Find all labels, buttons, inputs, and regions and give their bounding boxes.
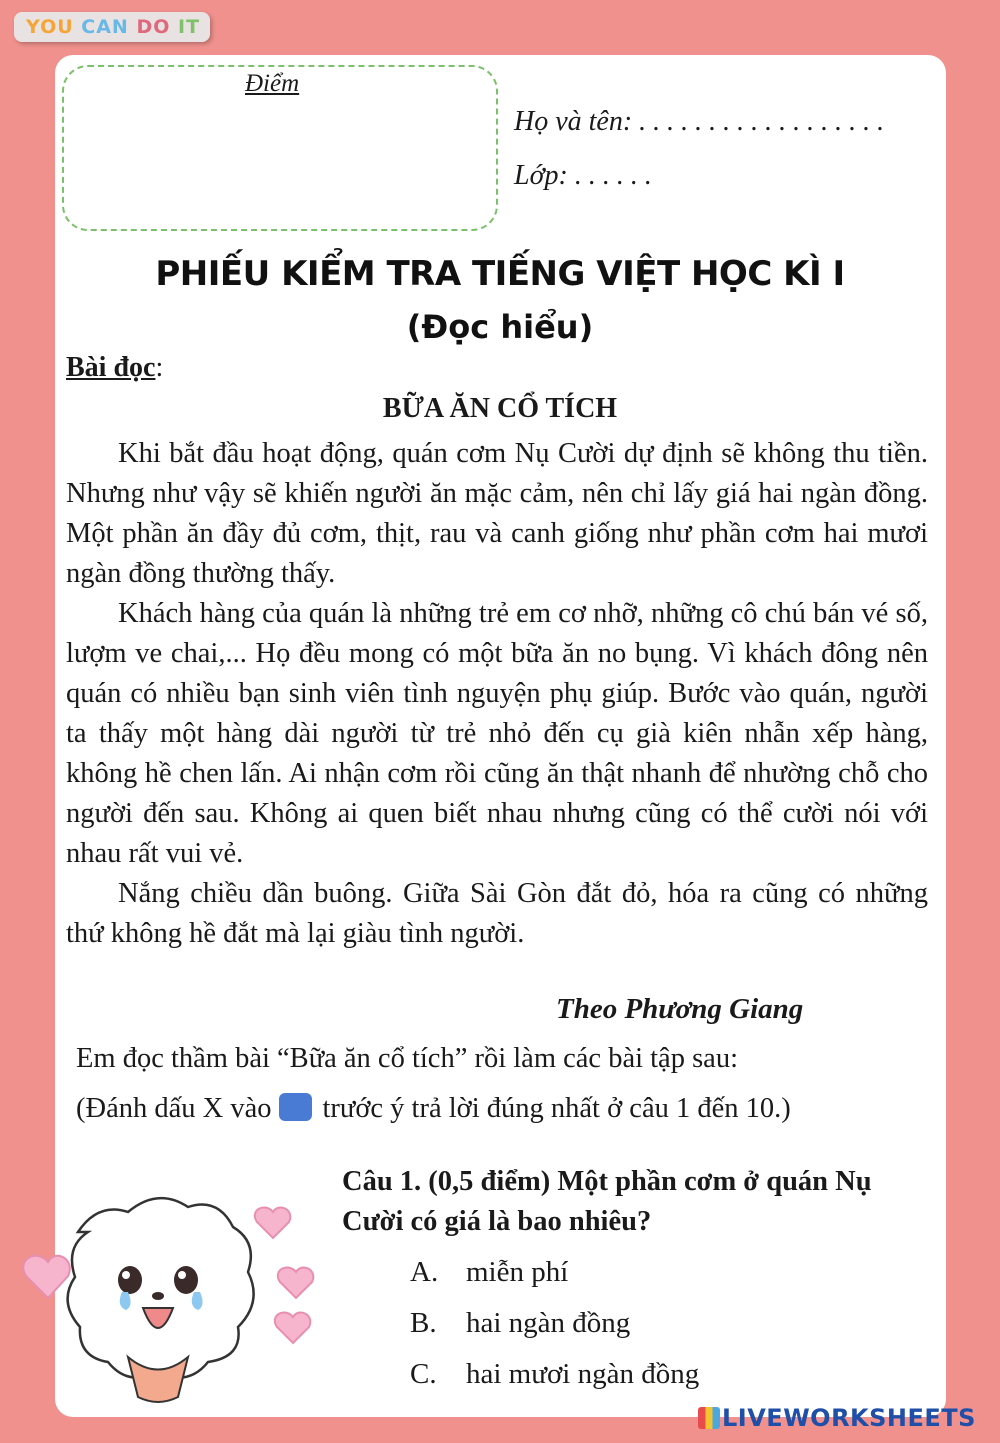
class-field[interactable]: Lớp: . . . . . . xyxy=(514,160,652,191)
page-subtitle: (Đọc hiểu) xyxy=(406,308,594,346)
answer-option-a[interactable] xyxy=(410,1256,568,1289)
liveworksheets-logo[interactable] xyxy=(698,1404,976,1432)
brand-word-1: YOU xyxy=(26,16,74,38)
option-text: miễn phí xyxy=(466,1256,569,1288)
instruction-before: (Đánh dấu X vào xyxy=(76,1093,272,1124)
crying-dog-mascot-icon xyxy=(18,1192,318,1422)
brand-logo xyxy=(14,12,210,42)
brand-word-2: CAN xyxy=(73,16,129,38)
name-field[interactable]: Họ và tên: . . . . . . . . . . . . . . . . . . xyxy=(514,106,885,137)
option-letter: A. xyxy=(410,1256,439,1288)
checkbox-icon xyxy=(279,1093,312,1121)
story-paragraph: Khi bắt đầu hoạt động, quán cơm Nụ Cười dự định sẽ không thu tiền. Nhưng như vậy sẽ khiến người ăn mặc cảm, nên chỉ lấy giá hai ngàn đồng. Một phần ăn đầy đủ cơm, thịt, rau và canh giống như phần cơm hai mươi ngàn đồng thường thấy. xyxy=(66,438,928,589)
score-label: Điểm xyxy=(245,70,300,97)
instruction-line-1: Em đọc thầm bài “Bữa ăn cổ tích” rồi làm các bài tập sau: xyxy=(76,1043,738,1074)
heart-icon xyxy=(278,1267,314,1298)
heart-icon xyxy=(255,1207,291,1238)
answer-option-c[interactable] xyxy=(410,1358,699,1391)
story-paragraph: Khách hàng của quán là những trẻ em cơ nhỡ, những cô chú bán vé số, lượm ve chai,... Họ đều mong có một bữa ăn no bụng. Vì khách đông nên quán có nhiều bạn sinh viên tình nguyện phụ giúp. Bước vào quán, người ta thấy một hàng dài người từ trẻ nhỏ đến cụ già kiên nhẫn xếp hàng, không hề chen lấn. Ai nhận cơm rồi cũng ăn thật nhanh để nhường chỗ cho người đến sau. Không ai quen biết nhau nhưng cũng có thể cười nói với nhau rất vui vẻ. xyxy=(66,598,928,869)
option-letter: C. xyxy=(410,1358,437,1390)
option-text: hai ngàn đồng xyxy=(466,1307,631,1339)
footer-site-name: LIVEWORKSHEETS xyxy=(722,1404,976,1432)
option-letter: B. xyxy=(410,1307,437,1339)
instruction-line-2 xyxy=(76,1093,791,1125)
page-title: PHIẾU KIỂM TRA TIẾNG VIỆT HỌC KÌ I xyxy=(155,254,845,294)
answer-option-b[interactable] xyxy=(410,1307,630,1340)
option-text: hai mươi ngàn đồng xyxy=(466,1358,700,1390)
section-heading xyxy=(66,352,163,384)
liveworksheets-icon xyxy=(698,1407,720,1429)
story-author: Theo Phương Giang xyxy=(556,993,804,1025)
question-1: Câu 1. (0,5 điểm) Một phần cơm ở quán Nụ Cười có giá là bao nhiêu? xyxy=(342,1166,872,1237)
heart-icon xyxy=(275,1312,311,1343)
section-colon: : xyxy=(155,352,164,383)
story-title: BỮA ĂN CỔ TÍCH xyxy=(382,393,618,424)
brand-word-3: DO xyxy=(128,16,171,38)
section-label: Bài đọc xyxy=(66,352,156,383)
brand-word-4: IT xyxy=(170,16,201,38)
heart-icon xyxy=(23,1256,70,1298)
instruction-after: trước ý trả lời đúng nhất ở câu 1 đến 10.) xyxy=(322,1093,791,1124)
story-text xyxy=(66,434,928,954)
story-paragraph: Nắng chiều dần buông. Giữa Sài Gòn đắt đỏ, hóa ra cũng có những thứ không hề đắt mà lại giàu tình người. xyxy=(66,878,928,949)
